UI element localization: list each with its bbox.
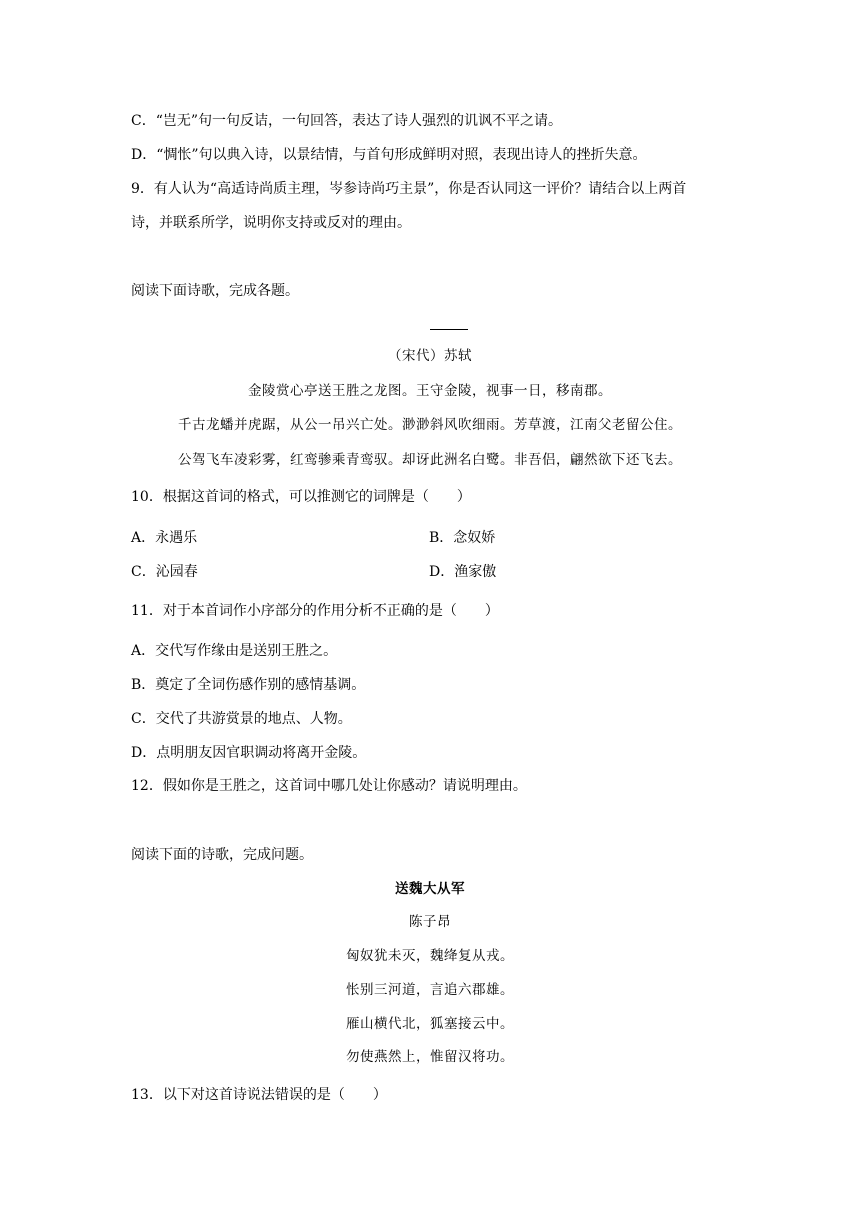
q10-option-a: A．永遇乐: [131, 530, 198, 546]
q9-stem-line2: 诗，并联系所学，说明你支持或反对的理由。: [131, 215, 411, 231]
poem3-line2: 怅别三河道，言追六郡雄。: [346, 982, 514, 998]
q13-stem: 13．以下对这首诗说法错误的是（ ）: [131, 1087, 387, 1103]
poem2-author: （宋代）苏轼: [388, 348, 472, 364]
poem3-title: 送魏大从军: [395, 881, 465, 897]
q9-stem-line1: 9．有人认为“高适诗尚质主理，岑参诗尚巧主景”，你是否认同这一评价？请结合以上两首: [131, 181, 687, 197]
q11-option-b: B．奠定了全词伤感作别的感情基调。: [131, 677, 366, 693]
q8-option-c: C．“岂无”句一句反诘，一句回答，表达了诗人强烈的讥讽不平之请。: [131, 113, 563, 129]
poem2-line1: 千古龙蟠并虎踞，从公一吊兴亡处。渺渺斜风吹细雨。芳草渡，江南父老留公住。: [178, 417, 682, 433]
poem3-line4: 勿使燕然上，惟留汉将功。: [346, 1049, 514, 1065]
q11-option-a: A．交代写作缘由是送别王胜之。: [131, 643, 338, 659]
poem3-line1: 匈奴犹未灭，魏绛复从戎。: [346, 948, 514, 964]
poem3-line3: 雁山横代北，狐塞接云中。: [346, 1016, 514, 1032]
section2-intro: 阅读下面诗歌，完成各题。: [131, 283, 299, 299]
poem2-line2: 公驾飞车凌彩雾，红鸾骖乘青鸾驭。却讶此洲名白鹭。非吾侣，翩然欲下还飞去。: [178, 452, 682, 468]
q11-stem: 11．对于本首词作小序部分的作用分析不正确的是（ ）: [131, 603, 499, 619]
q10-stem: 10．根据这首词的格式，可以推测它的词牌是（ ）: [131, 489, 471, 505]
poem-title-blank: [430, 329, 468, 330]
q10-option-b: B．念奴娇: [429, 530, 496, 546]
q12-stem: 12．假如你是王胜之，这首词中哪几处让你感动？请说明理由。: [131, 778, 527, 794]
q10-option-c: C．沁园春: [131, 564, 198, 580]
q11-option-c: C．交代了共游赏景的地点、人物。: [131, 711, 352, 727]
section3-intro: 阅读下面的诗歌，完成问题。: [131, 847, 313, 863]
q10-option-d: D．渔家傲: [429, 564, 497, 580]
q11-option-d: D．点明朋友因官职调动将离开金陵。: [131, 745, 367, 761]
poem3-author: 陈子昂: [409, 914, 451, 930]
poem2-preface: 金陵赏心亭送王胜之龙图。王守金陵，视事一日，移南郡。: [248, 383, 612, 399]
q8-option-d: D．“惆怅”句以典入诗，以景结情，与首句形成鲜明对照，表现出诗人的挫折失意。: [131, 147, 647, 163]
